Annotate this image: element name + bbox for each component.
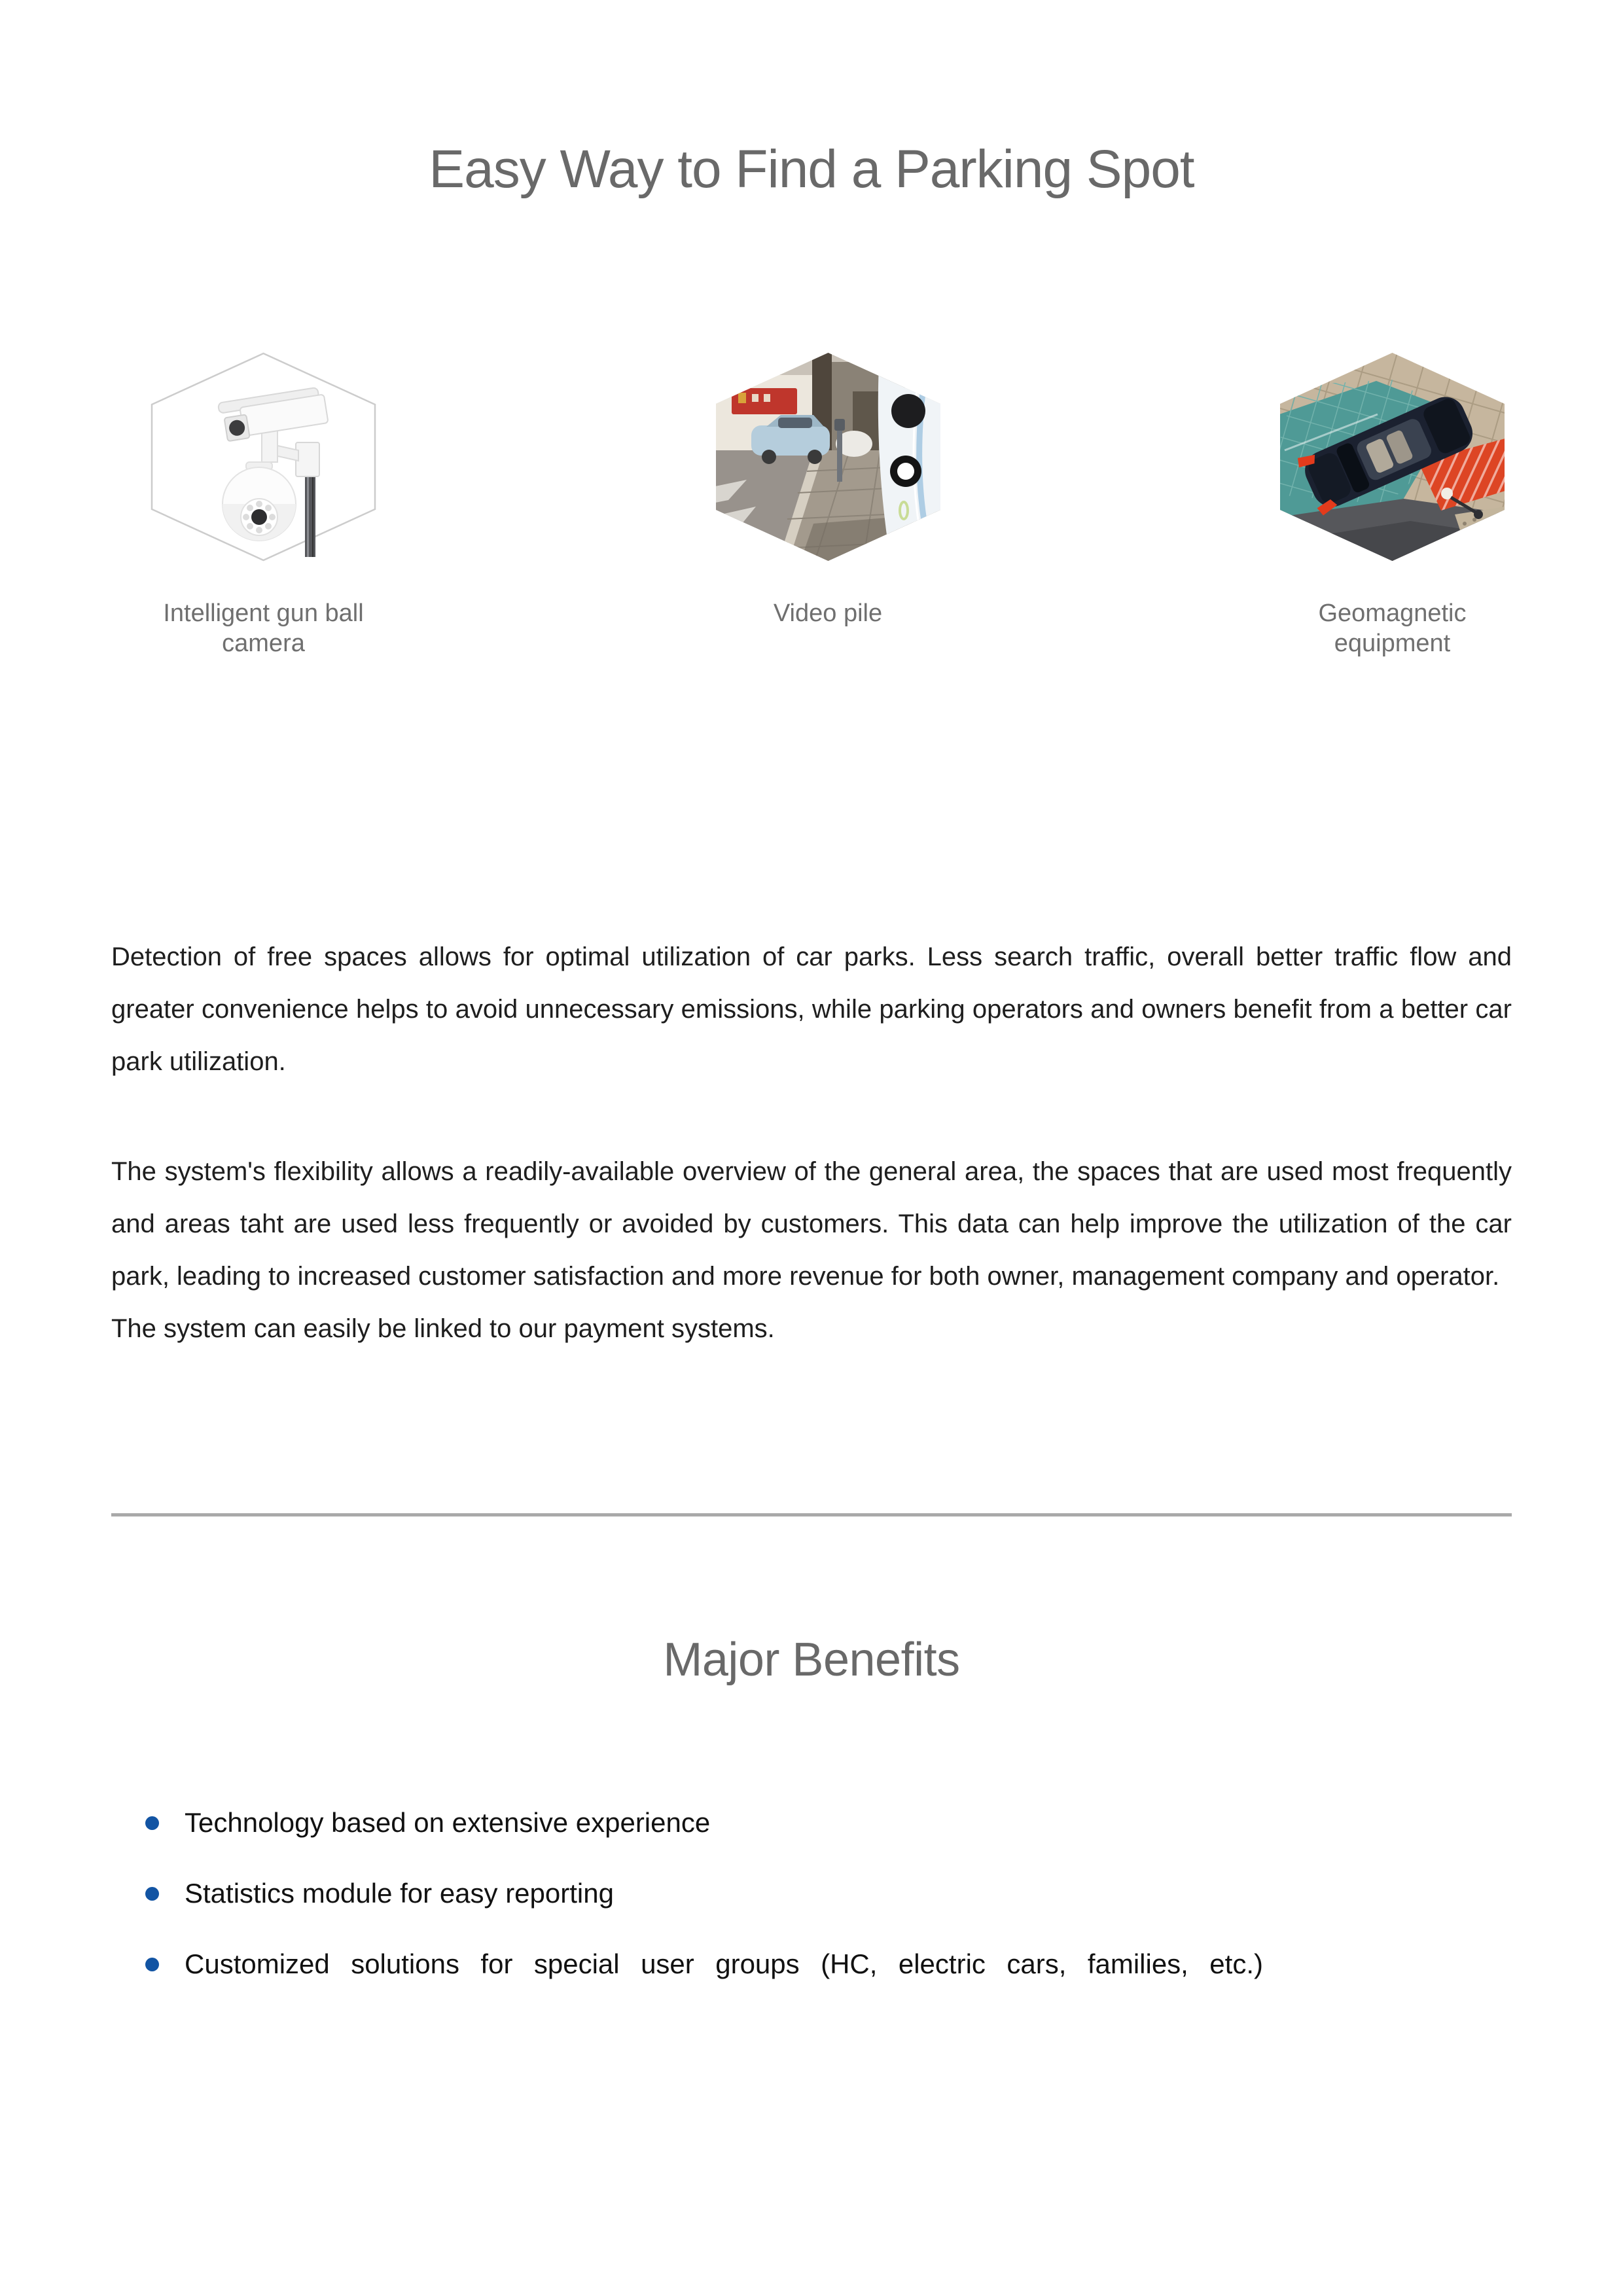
benefit-label: Technology based on extensive experience xyxy=(185,1807,711,1838)
benefit-item xyxy=(111,1938,1512,1990)
benefits-list xyxy=(111,1797,1512,1990)
equipment-caption: Video pile xyxy=(773,600,883,627)
bullet-dot-icon xyxy=(145,1887,159,1901)
benefit-item xyxy=(111,1867,1512,1920)
benefit-label: Statistics module for easy reporting xyxy=(185,1878,614,1909)
bullet-dot-icon xyxy=(145,1816,159,1830)
equipment-cell-camera xyxy=(151,352,376,658)
video-pile-photo xyxy=(715,352,941,562)
equipment-cell-video-pile xyxy=(715,352,941,658)
equipment-cell-geomagnetic xyxy=(1279,352,1505,658)
intro-section xyxy=(111,931,1512,1355)
equipment-row xyxy=(111,352,1512,658)
gun-ball-camera-photo xyxy=(151,352,376,562)
intro-paragraph: The system can easily be linked to our payment systems. xyxy=(111,1314,775,1343)
section-divider xyxy=(111,1513,1512,1516)
intro-paragraph: Detection of free spaces allows for optimal utilization of car parks. Less search traffic, overall better traffic flow and greater convenience helps to avoid unnecessary emissions, while parking operators and owners benefit from a better car park utilization. xyxy=(111,942,1512,1076)
equipment-caption: Geomagnetic equipment xyxy=(1318,600,1467,657)
equipment-caption: Intelligent gun ball camera xyxy=(163,600,364,657)
benefit-item xyxy=(111,1797,1512,1849)
bullet-dot-icon xyxy=(145,1958,159,1971)
geomagnetic-equipment-photo xyxy=(1279,352,1505,562)
benefits-heading: Major Benefits xyxy=(663,1634,960,1686)
benefit-label: Customized solutions for special user groups (HC, electric cars, families, etc.) xyxy=(185,1948,1263,1979)
intro-paragraph: The system's flexibility allows a readily-available overview of the general area, the spaces that are used most frequently and areas taht are used less frequently or avoided by customers. This data can help improve the utilization of the car park, leading to increased customer satisfaction and more revenue for both owner, management company and operator. xyxy=(111,1157,1512,1291)
page-title: Easy Way to Find a Parking Spot xyxy=(429,139,1194,199)
